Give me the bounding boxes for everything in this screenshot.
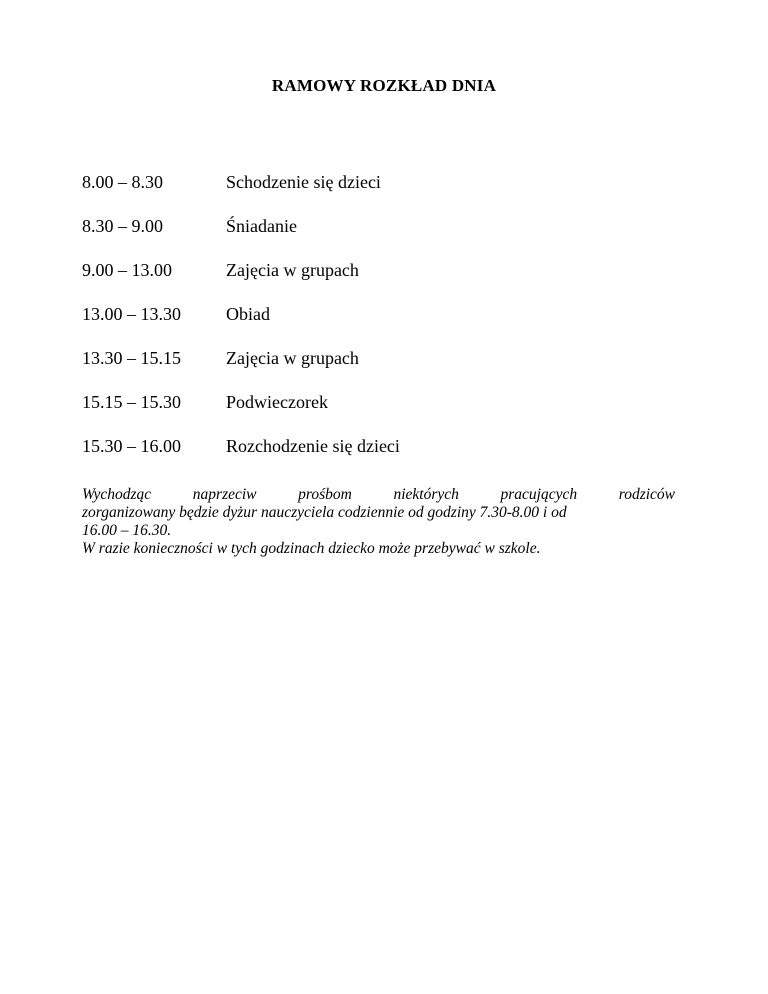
schedule-time: 8.00 – 8.30 — [82, 171, 163, 192]
note-line: zorganizowany będzie dyżur nauczyciela codziennie od godziny 7.30-8.00 i od — [82, 504, 567, 521]
schedule-activity: Podwieczorek — [226, 391, 328, 412]
schedule-time: 13.00 – 13.30 — [82, 303, 181, 324]
document-title: RAMOWY ROZKŁAD DNIA — [271, 76, 497, 95]
schedule-time: 9.00 – 13.00 — [82, 259, 172, 280]
note-line: W razie konieczności w tych godzinach dziecko może przebywać w szkole. — [82, 540, 541, 557]
schedule-time: 15.15 – 15.30 — [82, 391, 181, 412]
schedule-time: 13.30 – 15.15 — [82, 347, 181, 368]
schedule-time: 15.30 – 16.00 — [82, 435, 181, 456]
schedule-time: 8.30 – 9.00 — [82, 215, 163, 236]
schedule-row — [82, 380, 682, 424]
schedule-activity: Rozchodzenie się dzieci — [226, 435, 400, 456]
note-line: 16.00 – 16.30. — [82, 522, 172, 539]
schedule-row — [82, 248, 682, 292]
note-paragraph — [82, 486, 675, 558]
schedule-list — [82, 160, 682, 468]
schedule-activity: Obiad — [226, 303, 270, 324]
schedule-row — [82, 292, 682, 336]
schedule-row — [82, 336, 682, 380]
schedule-row — [82, 160, 682, 204]
schedule-row — [82, 204, 682, 248]
note-line: Wychodząc naprzeciw prośbom niektórych pracujących rodziców — [82, 486, 675, 503]
schedule-activity: Zajęcia w grupach — [226, 259, 359, 280]
schedule-activity: Śniadanie — [226, 215, 297, 236]
schedule-activity: Zajęcia w grupach — [226, 347, 359, 368]
schedule-row — [82, 424, 682, 468]
schedule-activity: Schodzenie się dzieci — [226, 171, 381, 192]
